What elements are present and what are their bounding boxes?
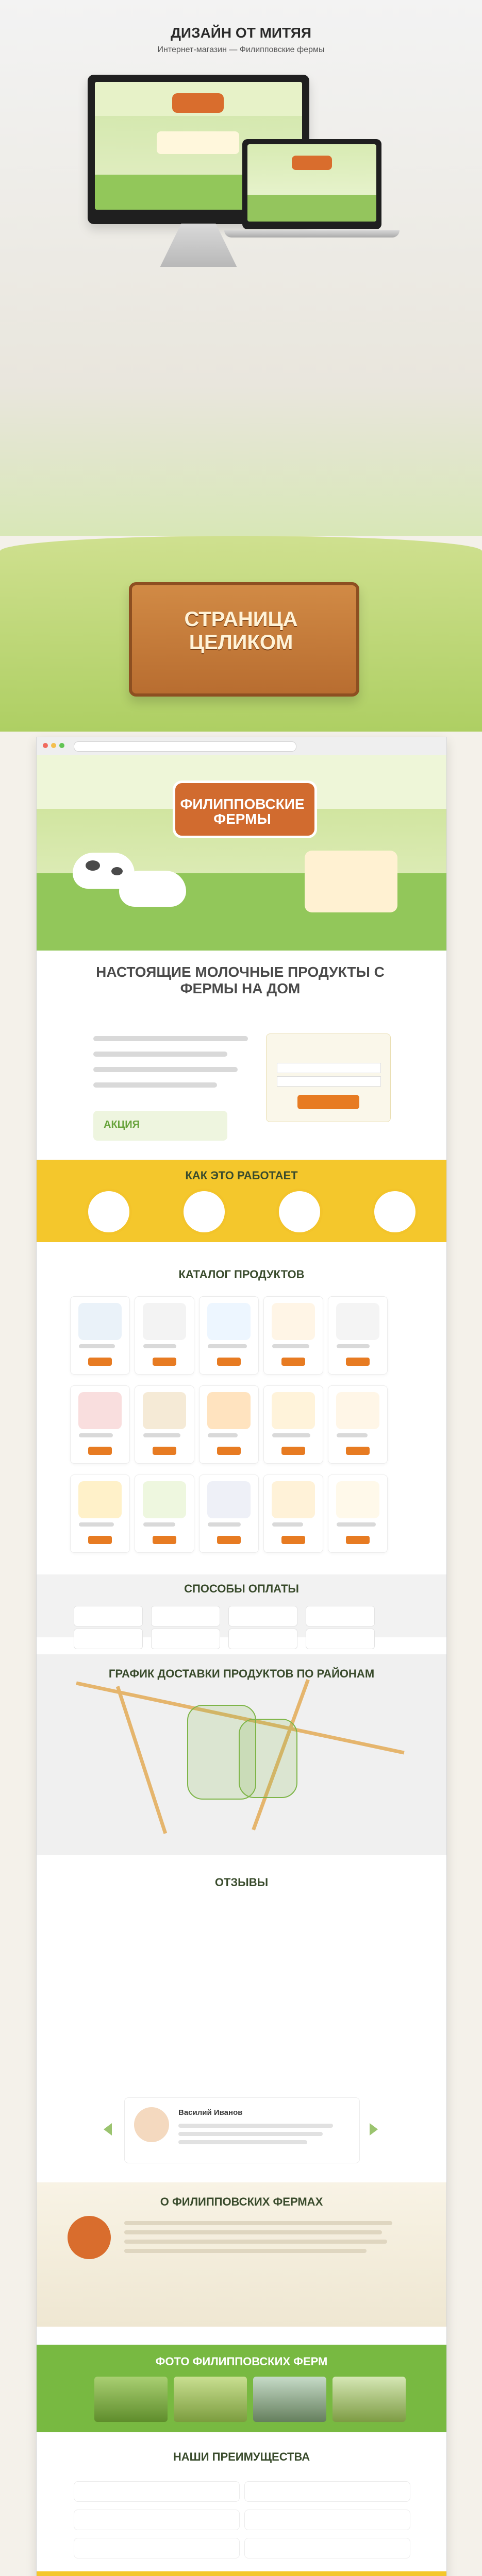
product-title-line xyxy=(272,1522,303,1527)
advantage-item xyxy=(244,2481,410,2502)
delivery-map xyxy=(37,1654,446,1855)
product-button[interactable] xyxy=(88,1447,112,1455)
page-sign-text: СТРАНИЦА ЦЕЛИКОМ xyxy=(184,608,298,654)
cow-middle xyxy=(119,871,186,907)
advantage-item xyxy=(244,2538,410,2558)
review-next-arrow[interactable] xyxy=(370,2123,378,2136)
catalog-title: КАТАЛОГ ПРОДУКТОВ xyxy=(178,1268,305,1281)
product-button[interactable] xyxy=(217,1358,241,1366)
product-card[interactable] xyxy=(199,1296,259,1375)
product-button[interactable] xyxy=(281,1536,305,1544)
product-title-line xyxy=(208,1522,241,1527)
advantages-title: НАШИ ПРЕИМУЩЕСТВА xyxy=(173,2450,310,2463)
product-card[interactable] xyxy=(263,1475,323,1553)
product-image xyxy=(78,1392,122,1429)
page-sign xyxy=(129,582,359,697)
hero-subtitle: Интернет-магазин — Филипповские фермы xyxy=(157,45,325,54)
laptop-screen-field xyxy=(247,195,376,222)
product-title-line xyxy=(143,1433,180,1437)
product-card[interactable] xyxy=(70,1385,130,1464)
laptop-mockup xyxy=(242,139,381,229)
payment-option[interactable] xyxy=(306,1606,375,1626)
hero-title: ДИЗАЙН ОТ МИТЯЯ xyxy=(170,25,312,41)
product-image xyxy=(207,1303,251,1340)
site-logo xyxy=(173,781,317,838)
laptop-screen-logo xyxy=(292,156,332,170)
review-card xyxy=(124,2097,360,2163)
product-image xyxy=(336,1481,379,1518)
product-card[interactable] xyxy=(328,1296,388,1375)
product-title-line xyxy=(79,1433,113,1437)
product-card[interactable] xyxy=(135,1385,194,1464)
about-logo xyxy=(68,2216,111,2259)
hero-headline: НАСТОЯЩИЕ МОЛОЧНЫЕ ПРОДУКТЫ С ФЕРМЫ НА ДОМ xyxy=(96,964,385,996)
review-text-line xyxy=(178,2140,307,2144)
promo-label: АКЦИЯ xyxy=(104,1119,140,1130)
browser-toolbar xyxy=(37,737,446,755)
product-button[interactable] xyxy=(346,1536,370,1544)
product-button[interactable] xyxy=(281,1447,305,1455)
feature-line xyxy=(93,1082,217,1088)
site-hero xyxy=(37,755,446,951)
payment-option[interactable] xyxy=(151,1629,220,1649)
product-title-line xyxy=(337,1522,376,1527)
farm-photo[interactable] xyxy=(174,2377,247,2422)
about-text-line xyxy=(124,2249,367,2253)
product-title-line xyxy=(79,1522,114,1527)
product-title-line xyxy=(272,1344,309,1348)
product-button[interactable] xyxy=(88,1536,112,1544)
product-image xyxy=(336,1392,379,1429)
product-button[interactable] xyxy=(153,1358,176,1366)
product-image xyxy=(78,1303,122,1340)
product-button[interactable] xyxy=(346,1358,370,1366)
laptop-base xyxy=(224,230,400,238)
product-card[interactable] xyxy=(263,1296,323,1375)
product-image xyxy=(207,1392,251,1429)
product-button[interactable] xyxy=(217,1447,241,1455)
payment-option[interactable] xyxy=(306,1629,375,1649)
product-card[interactable] xyxy=(328,1475,388,1553)
documents-section xyxy=(37,2571,446,2576)
product-card[interactable] xyxy=(199,1475,259,1553)
about-text-line xyxy=(124,2230,382,2234)
review-prev-arrow[interactable] xyxy=(104,2123,112,2136)
desktop-screen-logo xyxy=(172,93,224,113)
order-button[interactable] xyxy=(297,1095,359,1109)
close-dot xyxy=(43,743,48,748)
payment-option[interactable] xyxy=(151,1606,220,1626)
product-title-line xyxy=(143,1522,175,1527)
review-avatar xyxy=(134,2107,169,2142)
cow-spot xyxy=(111,867,123,875)
payment-title: СПОСОБЫ ОПЛАТЫ xyxy=(184,1582,299,1595)
reviews-title: ОТЗЫВЫ xyxy=(214,1876,269,1889)
product-button[interactable] xyxy=(153,1536,176,1544)
farm-photo[interactable] xyxy=(333,2377,406,2422)
product-image xyxy=(143,1392,186,1429)
step-icon xyxy=(276,1189,323,1235)
advantage-item xyxy=(74,2538,240,2558)
feature-line xyxy=(93,1052,227,1057)
farm-photo[interactable] xyxy=(253,2377,326,2422)
site-logo-text: ФИЛИППОВСКИЕ ФЕРМЫ xyxy=(180,796,305,827)
minimize-dot xyxy=(51,743,56,748)
payment-option[interactable] xyxy=(228,1606,297,1626)
review-text-line xyxy=(178,2124,333,2128)
product-button[interactable] xyxy=(346,1447,370,1455)
payment-option[interactable] xyxy=(74,1606,143,1626)
product-title-line xyxy=(208,1344,247,1348)
product-display xyxy=(305,851,397,912)
feature-line xyxy=(93,1036,248,1041)
photos-title: ФОТО ФИЛИППОВСКИХ ФЕРМ xyxy=(155,2355,328,2368)
advantage-item xyxy=(244,2510,410,2530)
product-button[interactable] xyxy=(217,1536,241,1544)
product-button[interactable] xyxy=(153,1447,176,1455)
review-text-line xyxy=(178,2132,323,2136)
product-title-line xyxy=(337,1344,370,1348)
about-title: О ФИЛИППОВСКИХ ФЕРМАХ xyxy=(160,2195,323,2208)
cow-spot xyxy=(86,860,100,871)
product-image xyxy=(272,1303,315,1340)
product-card[interactable] xyxy=(70,1296,130,1375)
product-image xyxy=(143,1481,186,1518)
about-text-line xyxy=(124,2221,392,2225)
product-image xyxy=(272,1481,315,1518)
laptop-screen xyxy=(247,144,376,222)
product-image xyxy=(272,1392,315,1429)
order-form-field[interactable] xyxy=(277,1063,381,1073)
payment-option[interactable] xyxy=(228,1629,297,1649)
delivery-title: ГРАФИК ДОСТАВКИ ПРОДУКТОВ ПО РАЙОНАМ xyxy=(108,1667,375,1680)
delivery-zone xyxy=(239,1719,297,1798)
product-card[interactable] xyxy=(135,1475,194,1553)
step-icon xyxy=(372,1189,418,1235)
product-card[interactable] xyxy=(135,1296,194,1375)
order-form-field[interactable] xyxy=(277,1076,381,1087)
product-title-line xyxy=(272,1433,310,1437)
address-bar[interactable] xyxy=(74,741,296,752)
how-it-works-title: КАК ЭТО РАБОТАЕТ xyxy=(185,1169,298,1182)
maximize-dot xyxy=(59,743,64,748)
advantage-item xyxy=(74,2481,240,2502)
product-card[interactable] xyxy=(70,1475,130,1553)
product-title-line xyxy=(337,1433,368,1437)
payment-option[interactable] xyxy=(74,1629,143,1649)
about-text-line xyxy=(124,2240,387,2244)
product-card[interactable] xyxy=(199,1385,259,1464)
product-title-line xyxy=(143,1344,176,1348)
product-title-line xyxy=(79,1344,115,1348)
product-image xyxy=(78,1481,122,1518)
step-icon xyxy=(86,1189,132,1235)
order-form xyxy=(266,1033,391,1122)
product-card[interactable] xyxy=(328,1385,388,1464)
product-image xyxy=(207,1481,251,1518)
map-road xyxy=(116,1686,167,1834)
product-button[interactable] xyxy=(281,1358,305,1366)
review-name: Василий Иванов xyxy=(178,2108,243,2117)
product-title-line xyxy=(208,1433,238,1437)
product-image xyxy=(143,1303,186,1340)
farm-photo[interactable] xyxy=(94,2377,168,2422)
advantage-item xyxy=(74,2510,240,2530)
desktop-screen-content xyxy=(157,131,239,154)
feature-line xyxy=(93,1067,238,1072)
product-button[interactable] xyxy=(88,1358,112,1366)
step-icon xyxy=(181,1189,227,1235)
browser-window xyxy=(36,737,447,2576)
product-image xyxy=(336,1303,379,1340)
product-card[interactable] xyxy=(263,1385,323,1464)
